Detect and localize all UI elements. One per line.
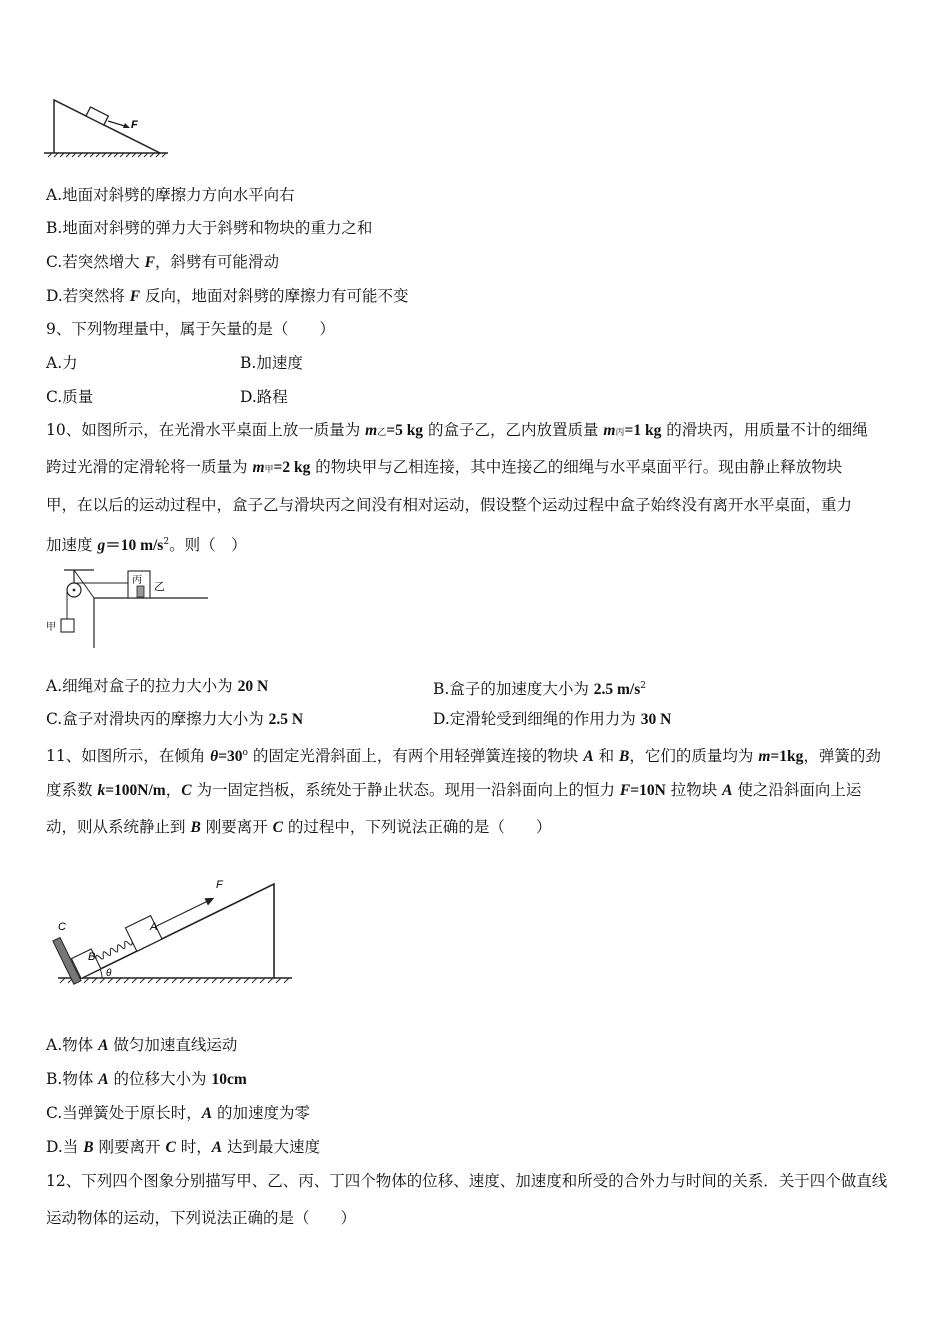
block-jia [61, 619, 74, 632]
spring [95, 939, 134, 962]
q10-option-d: D.定滑轮受到细绳的作用力为 30 N [433, 710, 672, 728]
q10-stem-line-4: 加速度 g＝10 $m/s^2$。则（ ） [46, 536, 247, 555]
block [86, 107, 108, 125]
angle-arc [100, 969, 102, 978]
q8-option-c: C.若突然增大 F，斜劈有可能滑动 [46, 253, 280, 271]
label-f: F [216, 879, 223, 891]
q8-option-a: A.地面对斜劈的摩擦力方向水平向右 [46, 186, 295, 204]
q10-stem-line-2: 跨过光滑的定滑轮将一质量为 m甲=2 kg 的物块甲与乙相连接，其中连接乙的细绳与水平桌面平行。现由静止释放物块 [46, 458, 843, 476]
q8-option-b: B.地面对斜劈的弹力大于斜劈和物块的重力之和 [46, 219, 373, 237]
label-jia: 甲 [46, 622, 56, 633]
q12-stem-line-2: 运动物体的运动，下列说法正确的是（ ） [46, 1209, 357, 1227]
label-theta: θ [106, 968, 112, 979]
label-bing: 丙 [132, 575, 142, 586]
q11-stem-line-1: 11、如图所示，在倾角 $\theta=30^o$ 的固定光滑斜面上，有两个用轻弹簧连接的物块 A 和 B，它们的质量均为 m=1kg，弹簧的劲 [46, 747, 881, 766]
q11-stem-line-3: 动，则从系统静止到 B 刚要离开 C 的过程中，下列说法正确的是（ ） [46, 818, 552, 836]
label-yi: 乙 [154, 581, 165, 593]
label-b: B [88, 951, 96, 963]
q10-option-c: C.盒子对滑块丙的摩擦力大小为 2.5 N [46, 710, 304, 728]
q10-stem-line-1: 10、如图所示，在光滑水平桌面上放一质量为 m乙=5 kg 的盒子乙，乙内放置质量 m丙=1 kg 的滑块丙，用质量不计的细绳 [46, 421, 868, 439]
force-label: F [131, 119, 138, 131]
q11-option-d: D.当 B 刚要离开 C 时，A 达到最大速度 [46, 1138, 320, 1156]
q11-option-b: B.物体 A 的位移大小为 10cm [46, 1070, 247, 1088]
ground-hatching [60, 978, 289, 983]
q9-stem: 9、下列物理量中，属于矢量的是（ ） [46, 320, 335, 338]
q9-option-b: B.加速度 [240, 354, 303, 372]
pulley-axle [73, 589, 76, 592]
wedge [54, 100, 160, 153]
q12-stem-line-1: 12、下列四个图象分别描写甲、乙、丙、丁四个物体的位移、速度、加速度和所受的合外力与时间的关系．关于四个做直线 [46, 1172, 888, 1190]
q10-stem-line-3: 甲，在以后的运动过程中，盒子乙与滑块丙之间没有相对运动，假设整个运动过程中盒子始终没有离开水平桌面，重力 [46, 496, 853, 514]
force-arrow-head [123, 123, 130, 128]
force-arrow-head [204, 894, 216, 905]
q10-pulley-figure [44, 566, 224, 656]
q11-stem-line-2: 度系数 k=100N/m，C 为一固定挡板，系统处于静止状态。现用一沿斜面向上的恒力 F=10N 拉物块 A 使之沿斜面向上运 [46, 781, 862, 799]
q8-option-d: D.若突然将 F 反向，地面对斜劈的摩擦力有可能不变 [46, 287, 409, 305]
label-c: C [58, 921, 66, 933]
q9-option-c: C.质量 [46, 388, 94, 406]
q9-option-a: A.力 [46, 354, 78, 372]
block-bing-hatched [137, 586, 144, 597]
force-arrow [156, 900, 211, 927]
incline [82, 884, 274, 978]
q10-option-b: B.盒子的加速度大小为 2.5 $m/s^2$ [433, 680, 646, 699]
q9-option-d: D.路程 [240, 388, 288, 406]
q11-option-c: C.当弹簧处于原长时，A 的加速度为零 [46, 1104, 311, 1122]
q11-incline-figure [52, 870, 302, 995]
label-a: A [150, 921, 158, 933]
q8-incline-figure [44, 94, 174, 164]
q11-option-a: A.物体 A 做匀加速直线运动 [46, 1036, 238, 1054]
q10-option-a: A.细绳对盒子的拉力大小为 20 N [46, 677, 269, 695]
